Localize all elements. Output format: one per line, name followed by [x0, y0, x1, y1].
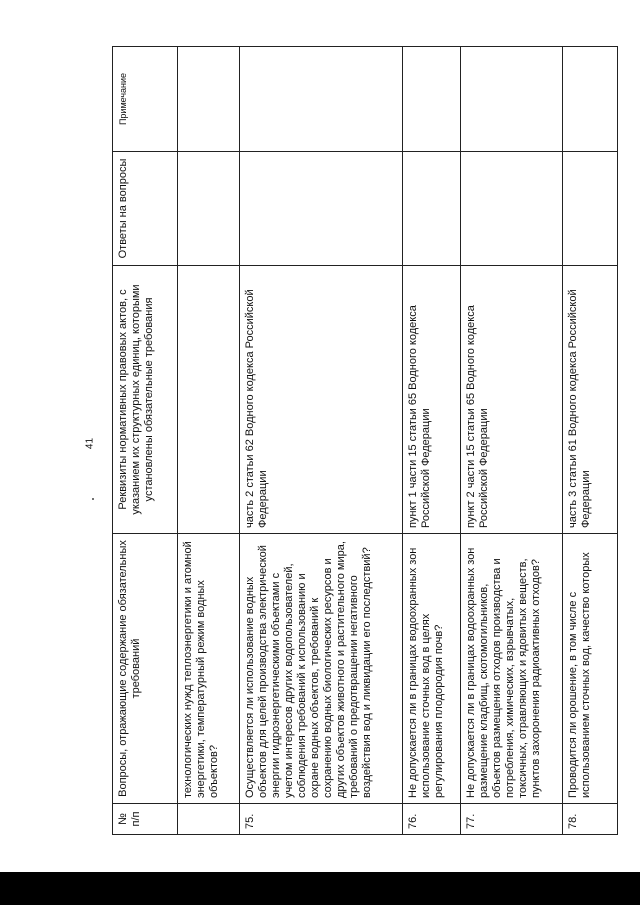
row-num: 77.: [461, 804, 563, 835]
row-num: [178, 804, 240, 835]
row-note: [240, 47, 403, 152]
row-answer: [461, 152, 563, 266]
table-row: [178, 47, 240, 835]
row-question: Осуществляется ли использование водных объектов для целей производства электрической энергии гидроэнергетическими объектами с учетом интересов других водопользователей, соблюдения требований к использованию и охране водных объектов, требований к сохранению водных биологических ресурсов и других объектов животного и растительного мира, требований о предотвращении негативного воздействия вод и ликвидации его последствий?: [240, 534, 403, 804]
row-note: [178, 47, 240, 152]
row-num: 78.: [563, 804, 618, 835]
table-row: [563, 47, 618, 835]
header-num: № п/п: [113, 804, 178, 835]
row-answer: [178, 152, 240, 266]
header-answers: Ответы на вопросы: [113, 152, 178, 266]
row-answer: [563, 152, 618, 266]
row-num: 76.: [403, 804, 461, 835]
row-question: Не допускается ли в границах водоохранных зон размещение кладбищ, скотомогильников, объектов размещения отходов производства и потребления, химических, взрывчатых, токсичных, отравляющих и ядовитых веществ, пунктов захоронения радиоактивных отходов?: [461, 534, 563, 804]
row-question: Не допускается ли в границах водоохранных зон использование сточных вод в целях регулирования плодородия почв?: [403, 534, 461, 804]
row-num: 75.: [240, 804, 403, 835]
table-area: [112, 47, 617, 835]
row-answer: [240, 152, 403, 266]
table-row: [403, 47, 461, 835]
row-note: [403, 47, 461, 152]
requirements-table: [112, 46, 618, 835]
rotated-table-wrapper: [112, 47, 617, 835]
row-requisites: часть 3 статьи 61 Водного кодекса Российской Федерации: [563, 266, 618, 534]
table-header-row: [113, 47, 178, 835]
row-requisites: [178, 266, 240, 534]
row-question: Проводится ли орошение, в том числе с использованием сточных вод, качество которых: [563, 534, 618, 804]
table-row: [240, 47, 403, 835]
row-requisites: часть 2 статьи 62 Водного кодекса Российской Федерации: [240, 266, 403, 534]
header-requisites: Реквизиты нормативных правовых актов, с указанием их структурных единиц, которыми установлены обязательные требования: [113, 266, 178, 534]
page-number: 41: [84, 437, 96, 450]
header-note: Примечание: [113, 47, 178, 152]
row-note: [563, 47, 618, 152]
row-question: технологических нужд теплоэнергетики и атомной энергетики, температурный режим водных объектов?: [178, 534, 240, 804]
header-question: Вопросы, отражающие содержание обязательных требований: [113, 534, 178, 804]
row-note: [461, 47, 563, 152]
row-answer: [403, 152, 461, 266]
row-requisites: пункт 1 части 15 статьи 65 Водного кодекса Российской Федерации: [403, 266, 461, 534]
scan-speck: [92, 498, 94, 500]
table-row: [461, 47, 563, 835]
row-requisites: пункт 2 части 15 статьи 65 Водного кодекса Российской Федерации: [461, 266, 563, 534]
scan-border-bar: [0, 872, 640, 905]
